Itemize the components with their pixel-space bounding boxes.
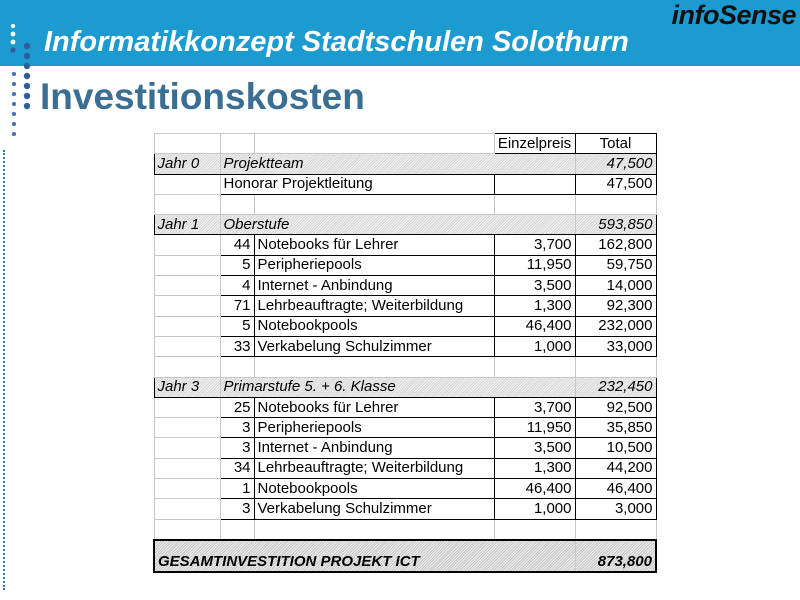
item-quantity: 3 — [220, 499, 254, 519]
item-total: 14,000 — [575, 276, 656, 296]
section-total: 593,850 — [575, 215, 656, 235]
item-description: Peripheriepools — [254, 255, 494, 275]
table-row — [154, 499, 656, 519]
item-unit-price: 1,000 — [494, 336, 575, 356]
table-row — [154, 296, 656, 316]
item-unit-price: 3,700 — [494, 397, 575, 417]
year-label: Jahr 1 — [154, 215, 220, 235]
item-description: Notebookpools — [254, 316, 494, 336]
item-total: 3,000 — [575, 499, 656, 519]
investment-cost-table — [153, 133, 657, 573]
item-total: 92,500 — [575, 397, 656, 417]
item-description: Verkabelung Schulzimmer — [254, 336, 494, 356]
item-quantity: 44 — [220, 235, 254, 255]
item-unit-price: 11,950 — [494, 418, 575, 438]
item-total: 92,300 — [575, 296, 656, 316]
item-unit-price: 1,000 — [494, 499, 575, 519]
section-row-year0 — [154, 154, 656, 174]
section-row-year3 — [154, 377, 656, 397]
brand-logo: infoSense — [671, 0, 796, 30]
item-unit-price: 3,700 — [494, 235, 575, 255]
table-row — [154, 336, 656, 356]
item-quantity: 5 — [220, 316, 254, 336]
item-quantity: 3 — [220, 438, 254, 458]
item-description: Verkabelung Schulzimmer — [254, 499, 494, 519]
decorative-dotted-line — [3, 150, 7, 590]
spacer-row — [154, 357, 656, 377]
table-row — [154, 479, 656, 499]
table-row — [154, 276, 656, 296]
section-row-year1 — [154, 215, 656, 235]
item-description: Internet - Anbindung — [254, 276, 494, 296]
item-total: 232,000 — [575, 316, 656, 336]
item-unit-price: 3,500 — [494, 438, 575, 458]
grand-total-label: GESAMTINVESTITION PROJEKT ICT — [154, 540, 575, 572]
table-row — [154, 316, 656, 336]
presentation-headline: Informatikkonzept Stadtschulen Solothurn — [44, 26, 629, 58]
empty-cell — [254, 134, 494, 154]
item-description: Lehrbeauftragte; Weiterbildung — [254, 296, 494, 316]
item-quantity: 34 — [220, 458, 254, 478]
item-unit-price: 1,300 — [494, 458, 575, 478]
item-unit-price: 11,950 — [494, 255, 575, 275]
spacer-row — [154, 519, 656, 540]
item-description: Notebookpools — [254, 479, 494, 499]
item-description: Honorar Projektleitung — [220, 174, 494, 194]
item-quantity: 25 — [220, 397, 254, 417]
spacer-row — [154, 194, 656, 214]
section-title: Projektteam — [220, 154, 575, 174]
table-row — [154, 438, 656, 458]
column-header-unit-price: Einzelpreis — [494, 134, 575, 154]
item-description: Internet - Anbindung — [254, 438, 494, 458]
item-description: Notebooks für Lehrer — [254, 397, 494, 417]
item-description: Notebooks für Lehrer — [254, 235, 494, 255]
item-unit-price: 46,400 — [494, 316, 575, 336]
item-total: 33,000 — [575, 336, 656, 356]
table-row — [154, 255, 656, 275]
section-title: Primarstufe 5. + 6. Klasse — [220, 377, 575, 397]
item-total: 44,200 — [575, 458, 656, 478]
table-row — [154, 397, 656, 417]
item-quantity: 1 — [220, 479, 254, 499]
slide-title: Investitionskosten — [40, 76, 365, 117]
item-quantity: 3 — [220, 418, 254, 438]
item-unit-price: 46,400 — [494, 479, 575, 499]
section-total: 47,500 — [575, 154, 656, 174]
item-quantity: 4 — [220, 276, 254, 296]
item-total: 162,800 — [575, 235, 656, 255]
section-total: 232,450 — [575, 377, 656, 397]
section-title: Oberstufe — [220, 215, 575, 235]
item-total: 46,400 — [575, 479, 656, 499]
item-quantity: 5 — [220, 255, 254, 275]
item-total: 59,750 — [575, 255, 656, 275]
grand-total-value: 873,800 — [575, 540, 656, 572]
item-total: 35,850 — [575, 418, 656, 438]
table-row — [154, 418, 656, 438]
grand-total-row — [154, 540, 656, 572]
item-total: 47,500 — [575, 174, 656, 194]
item-unit-price: 1,300 — [494, 296, 575, 316]
item-quantity: 33 — [220, 336, 254, 356]
empty-cell — [154, 134, 220, 154]
table-row — [154, 235, 656, 255]
table-row — [154, 458, 656, 478]
item-total: 10,500 — [575, 438, 656, 458]
item-description: Lehrbeauftragte; Weiterbildung — [254, 458, 494, 478]
table-row — [154, 174, 656, 194]
column-header-total: Total — [575, 134, 656, 154]
decorative-dots-icon — [10, 24, 34, 144]
year-label: Jahr 0 — [154, 154, 220, 174]
item-description: Peripheriepools — [254, 418, 494, 438]
item-quantity: 71 — [220, 296, 254, 316]
table-header-row — [154, 134, 656, 154]
item-unit-price: 3,500 — [494, 276, 575, 296]
empty-cell — [220, 134, 254, 154]
year-label: Jahr 3 — [154, 377, 220, 397]
